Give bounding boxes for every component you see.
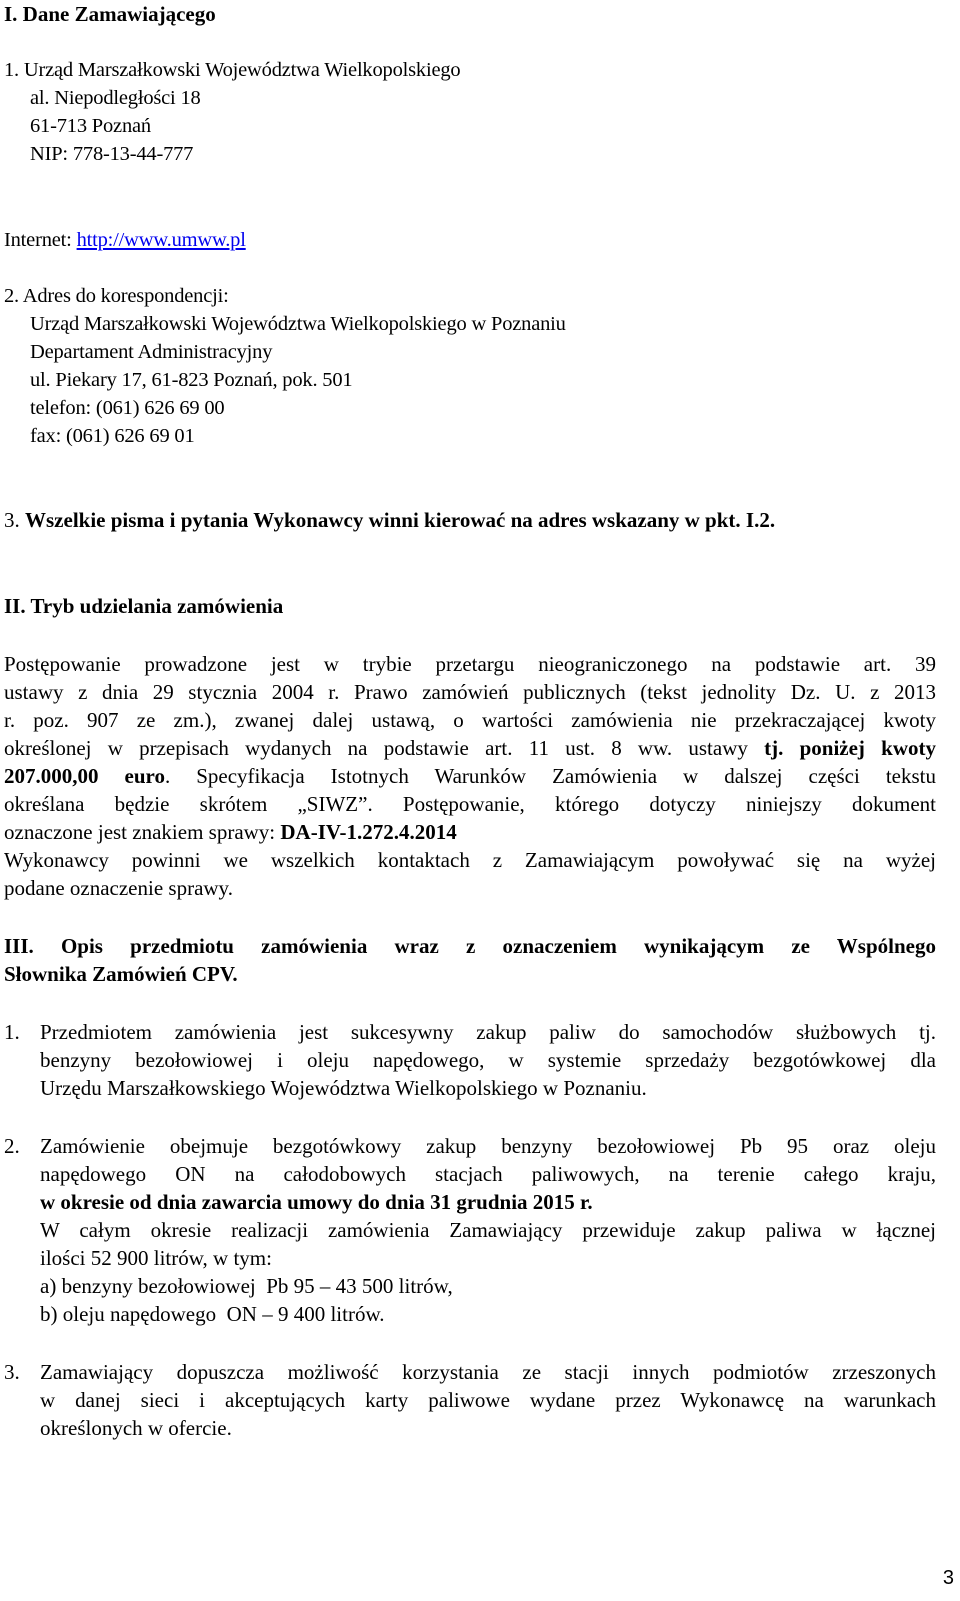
- section-heading-3: III. Opis przedmiotu zamówienia wraz z oznaczeniem wynikającym ze Wspólnego: [4, 934, 936, 958]
- paragraph-text: określonej w przepisach wydanych na podstawie art. 11 ust. 8 ww. ustawy: [4, 736, 765, 760]
- list-item-line: Zamówienie obejmuje bezgotówkowy zakup benzyny bezołowiowej Pb 95 oraz oleju: [40, 1134, 936, 1158]
- correspondence-heading: 2. Adres do korespondencji:: [4, 285, 229, 307]
- section-heading-2: II. Tryb udzielania zamówienia: [4, 594, 284, 618]
- fuel-quantity-diesel: b) oleju napędowego ON – 9 400 litrów.: [40, 1302, 385, 1326]
- paragraph-line: podane oznaczenie sprawy.: [4, 876, 233, 900]
- list-item-line: benzyny bezołowiowej i oleju napędowego, w systemie sprzedaży bezgotówkowej dla: [40, 1048, 936, 1072]
- list-item-line: określonych w ofercie.: [40, 1416, 232, 1440]
- section-heading-3-cont: Słownika Zamówień CPV.: [4, 962, 238, 986]
- list-number: 2.: [4, 1134, 20, 1158]
- list-item-line: w danej sieci i akceptujących karty paliwowe wydane przez Wykonawcę na warunkach: [40, 1388, 936, 1412]
- section-heading-1: I. Dane Zamawiającego: [4, 2, 216, 26]
- threshold-amount: 207.000,00 euro: [4, 764, 165, 788]
- address-line: 61-713 Poznań: [30, 115, 151, 137]
- list-item-line: Przedmiotem zamówienia jest sukcesywny zakup paliw do samochodów służbowych tj.: [40, 1020, 936, 1044]
- phone-line: telefon: (061) 626 69 00: [30, 397, 225, 419]
- threshold-text: tj. poniżej kwoty: [764, 736, 936, 760]
- address-line: al. Niepodległości 18: [30, 87, 201, 109]
- paragraph-line: ustawy z dnia 29 stycznia 2004 r. Prawo zamówień publicznych (tekst jednolity Dz. U. z 2013: [4, 680, 936, 704]
- address-line: Urząd Marszałkowski Województwa Wielkopolskiego w Poznaniu: [30, 313, 566, 335]
- page-number: 3: [942, 1567, 954, 1589]
- list-item-line: W całym okresie realizacji zamówienia Zamawiający przewiduje zakup paliwa w łącznej: [40, 1218, 936, 1242]
- list-item-line: napędowego ON na całodobowych stacjach paliwowych, na terenie całego kraju,: [40, 1162, 936, 1186]
- paragraph-text: oznaczone jest znakiem sprawy:: [4, 820, 281, 844]
- list-item-line: Zamawiający dopuszcza możliwość korzystania ze stacji innych podmiotów zrzeszonych: [40, 1360, 936, 1384]
- list-item-line: ilości 52 900 litrów, w tym:: [40, 1246, 272, 1270]
- paragraph-line: Postępowanie prowadzone jest w trybie przetargu nieograniczonego na podstawie art. 39: [4, 652, 936, 676]
- correspondence-note: [4, 506, 775, 534]
- correspondence-note-text: Wszelkie pisma i pytania Wykonawcy winni kierować na adres wskazany w pkt. I.2.: [25, 508, 776, 532]
- fax-line: fax: (061) 626 69 01: [30, 425, 195, 447]
- list-item-line: Urzędu Marszałkowskiego Województwa Wielkopolskiego w Poznaniu.: [40, 1076, 647, 1100]
- list-number: 1.: [4, 1020, 20, 1044]
- list-number: 3.: [4, 1360, 20, 1384]
- case-number: DA-IV-1.272.4.2014: [280, 820, 457, 844]
- contract-period: w okresie od dnia zawarcia umowy do dnia 31 grudnia 2015 r.: [40, 1190, 593, 1214]
- paragraph-line: [4, 762, 936, 790]
- paragraph-line: r. poz. 907 ze zm.), zwanej dalej ustawą, o wartości zamówienia nie przekraczającej kwoty: [4, 708, 936, 732]
- fuel-quantity-petrol: a) benzyny bezołowiowej Pb 95 – 43 500 litrów,: [40, 1274, 453, 1298]
- paragraph-text: . Specyfikacja Istotnych Warunków Zamówienia w dalszej części tekstu: [164, 764, 936, 788]
- internet-line: [4, 226, 246, 254]
- address-line: 1. Urząd Marszałkowski Województwa Wielkopolskiego: [4, 59, 461, 81]
- paragraph-line: określana będzie skrótem „SIWZ”. Postępowanie, którego dotyczy niniejszy dokument: [4, 792, 936, 816]
- internet-label: Internet:: [4, 229, 77, 251]
- website-link[interactable]: http://www.umww.pl: [76, 229, 246, 251]
- nip-line: NIP: 778-13-44-777: [30, 143, 194, 165]
- address-line: ul. Piekary 17, 61-823 Poznań, pok. 501: [30, 369, 353, 391]
- paragraph-line: [4, 734, 936, 762]
- address-line: Departament Administracyjny: [30, 341, 273, 363]
- paragraph-line: Wykonawcy powinni we wszelkich kontaktach z Zamawiającym powoływać się na wyżej: [4, 848, 936, 872]
- item-number: 3.: [4, 508, 25, 532]
- paragraph-line: [4, 818, 457, 846]
